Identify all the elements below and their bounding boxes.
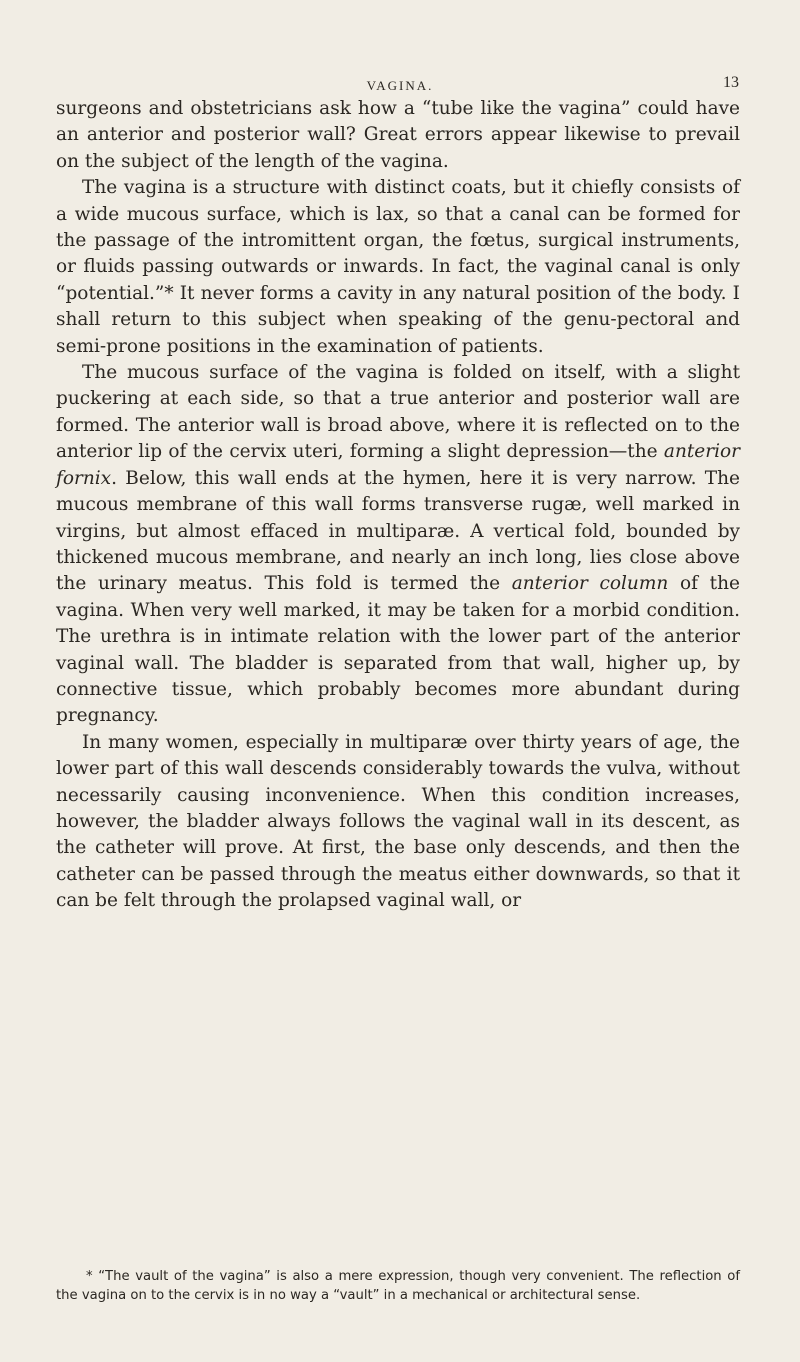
paragraph [56,175,740,360]
paragraph [56,730,740,915]
footnote-text: * “The vault of the vagina” is also a mere expression, though very convenient. The reflection of the vagina on to the cervix is in no way a “vault” in a mechanical or architectural sense. [56,1269,740,1303]
page-number: 13 [723,74,739,91]
text-run: In many women, especially in multiparæ over thirty years of age, the lower part of this wall descends considerably towards the vulva, without necessarily causing inconvenience. When this condition increases, however, the bladder always follows the vaginal wall in its descent, as the catheter will prove. At first, the base only descends, and then the catheter can be passed through the meatus either downwards, so that it can be felt through the prolapsed vaginal wall, or [56,731,740,912]
text-run: surgeons and obstetricians ask how a “tube like the vagina” could have an anterior and posterior wall? Great errors appear likewise to prevail on the subject of the length of the vagina. [56,98,740,172]
paragraph [56,96,740,175]
body-text [56,96,740,915]
page-header [0,74,800,98]
text-run: The vagina is a structure with distinct coats, but it chiefly consists of a wide mucous surface, which is lax, so that a canal can be formed for the passage of the intromittent organ, the fœtus, surgical instruments, or fluids passing outwards or inwards. In fact, the vaginal canal is only “potential.”* It never forms a cavity in any natural position of the body. I shall return to this subject when speaking of the genu-pectoral and semi-prone positions in the examination of patients. [56,177,740,357]
italic-term: anterior column [511,573,669,595]
text-run: The mucous surface of the vagina is folded on itself, with a slight puckering at each side, so that a true anterior and posterior wall are formed. The anterior wall is broad above, where it is reflected on to the anterior lip of the cervix uteri, forming a slight depression—the [56,362,740,463]
running-head: VAGINA. [366,78,434,93]
paragraph [56,360,740,730]
footnote [56,1267,740,1305]
text-run: of the vagina. When very well marked, it may be taken for a morbid condition. The urethra is in intimate relation with the lower part of the anterior vaginal wall. The bladder is separated from that wall, higher up, by connective tissue, which probably becomes more abundant during pregnancy. [56,573,740,727]
text-run: . Below, this wall ends at the hymen, here it is very narrow. The mucous membrane of this wall forms transverse rugæ, well marked in virgins, but almost effaced in multiparæ. A vertical fold, bounded by thickened mucous membrane, and nearly an inch long, lies close above the urinary meatus. This fold is termed the [56,467,740,595]
italic-term: anterior fornix [56,441,740,489]
